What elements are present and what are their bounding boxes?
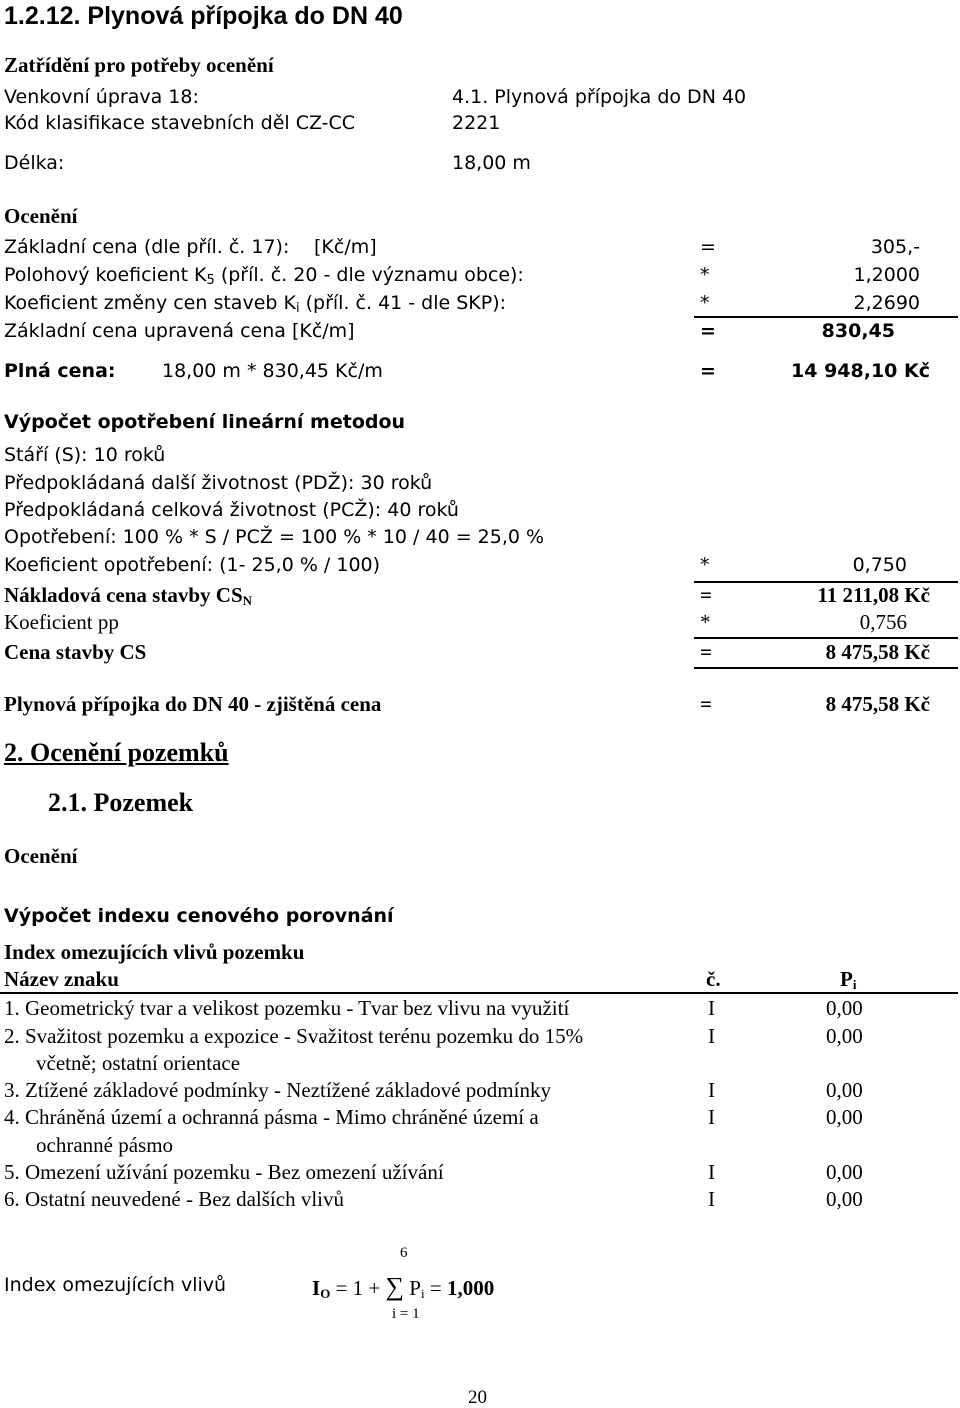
table-cell-p: 0,00: [826, 1024, 863, 1048]
depreciation-heading: Výpočet opotřebení lineární metodou: [4, 411, 406, 433]
land-subheading: 2.1. Pozemek: [48, 788, 194, 817]
table-header-divider: [0, 992, 958, 994]
table-row: 4. Chráněná území a ochranná pásma - Mimo chráněné území a: [4, 1105, 539, 1129]
page-number: 20: [468, 1387, 487, 1408]
divider: [694, 667, 958, 669]
table-cell-p: 0,00: [826, 1105, 863, 1129]
summary-value: 8 475,58 Kč: [825, 692, 930, 716]
col-header-name: Název znaku: [4, 967, 119, 991]
sigma-icon: ∑: [385, 1272, 405, 1301]
full-price-op: =: [700, 360, 716, 382]
cost-price-value: 11 211,08 Kč: [817, 583, 930, 607]
table-row: 6. Ostatní neuvedené - Bez dalších vlivů: [4, 1187, 344, 1211]
table-cell-no: I: [708, 1105, 715, 1129]
table-cell-no: I: [708, 996, 715, 1020]
adjusted-price-op: =: [700, 320, 716, 342]
classification-row2-value: 2221: [452, 112, 501, 134]
sum-upper-limit: 6: [400, 1245, 408, 1261]
col-header-no: č.: [706, 967, 721, 991]
adjusted-price-label: Základní cena upravená cena [Kč/m]: [4, 320, 355, 342]
position-coef-op: *: [700, 264, 710, 286]
table-row-continuation: včetně; ostatní orientace: [36, 1051, 241, 1075]
building-price-op: =: [700, 640, 712, 664]
cost-price-op: =: [700, 583, 712, 607]
index-table-title: Index omezujících vlivů pozemku: [4, 940, 305, 964]
land-heading: 2. Ocenění pozemků: [4, 738, 229, 767]
table-row-continuation: ochranné pásmo: [36, 1133, 174, 1157]
adjusted-price-value: 830,45: [821, 320, 895, 342]
full-price-value: 14 948,10 Kč: [791, 360, 930, 382]
depreciation-coef-op: *: [700, 554, 710, 576]
depreciation-line: Opotřebení: 100 % * S / PCŽ = 100 % * 10 / 40 = 25,0 %: [4, 526, 545, 548]
base-price-value: 305,-: [870, 236, 920, 258]
table-cell-p: 0,00: [826, 1160, 863, 1184]
table-cell-p: 0,00: [826, 1187, 863, 1211]
classification-row2-label: Kód klasifikace stavebních děl CZ-CC: [4, 112, 356, 134]
building-price-label: Cena stavby CS: [4, 640, 147, 664]
pp-coef-value: 0,756: [859, 610, 907, 634]
position-coef-value: 1,2000: [853, 264, 920, 286]
full-price-formula: 18,00 m * 830,45 Kč/m: [162, 360, 383, 382]
length-label: Délka:: [4, 152, 65, 174]
divider: [694, 316, 958, 318]
classification-row1-value: 4.1. Plynová přípojka do DN 40: [452, 86, 747, 108]
base-price-unit: [Kč/m]: [314, 236, 377, 258]
price-change-coef-value: 2,2690: [853, 292, 920, 314]
price-change-coef-op: *: [700, 292, 710, 314]
table-cell-p: 0,00: [826, 996, 863, 1020]
price-change-coef-label: Koeficient změny cen staveb $K_i$ (příl. č. 41 - dle SKP):: [4, 292, 507, 316]
page-title: 1.2.12. Plynová přípojka do DN 40: [4, 2, 403, 30]
table-cell-p: 0,00: [826, 1078, 863, 1102]
formula-label: Index omezujících vlivů: [4, 1274, 227, 1296]
table-cell-no: I: [708, 1187, 715, 1211]
formula-expression: $I_O = 1$ + ∑ $P_i = 1,000$: [312, 1272, 495, 1301]
index-heading: Výpočet indexu cenového porovnání: [4, 905, 394, 927]
depreciation-line: Stáří (S): 10 roků: [4, 444, 166, 466]
cost-price-label: Nákladová cena stavby $CS_N$: [4, 583, 253, 608]
position-coef-label: Polohový koeficient $K_5$ (příl. č. 20 - dle významu obce):: [4, 264, 524, 288]
depreciation-coef-label: Koeficient opotřebení: (1- 25,0 % / 100): [4, 554, 381, 576]
table-cell-no: I: [708, 1078, 715, 1102]
summary-op: =: [700, 692, 712, 716]
table-row: 5. Omezení užívání pozemku - Bez omezení užívání: [4, 1160, 444, 1184]
table-cell-no: I: [708, 1024, 715, 1048]
table-row: 2. Svažitost pozemku a expozice - Svažitost terénu pozemku do 15%: [4, 1024, 584, 1048]
table-cell-no: I: [708, 1160, 715, 1184]
depreciation-line: Předpokládaná další životnost (PDŽ): 30 roků: [4, 472, 433, 494]
table-row: 1. Geometrický tvar a velikost pozemku - Tvar bez vlivu na využití: [4, 996, 570, 1020]
classification-row1-label: Venkovní úprava 18:: [4, 86, 199, 108]
pp-coef-label: Koeficient pp: [4, 610, 119, 634]
summary-label: Plynová přípojka do DN 40 - zjištěná cena: [4, 692, 382, 716]
depreciation-line: Předpokládaná celková životnost (PCŽ): 40 roků: [4, 499, 459, 521]
table-row: 3. Ztížené základové podmínky - Neztížené základové podmínky: [4, 1078, 551, 1102]
divider: [694, 637, 958, 639]
length-value: 18,00 m: [452, 152, 531, 174]
sum-lower-limit: i = 1: [392, 1306, 420, 1322]
base-price-op: =: [700, 236, 716, 258]
valuation-heading: Ocenění: [4, 204, 78, 228]
col-header-p: $P_i$: [840, 967, 857, 992]
depreciation-coef-value: 0,750: [852, 554, 907, 576]
land-valuation-heading: Ocenění: [4, 844, 78, 868]
classification-heading: Zatřídění pro potřeby ocenění: [4, 53, 274, 77]
full-price-label: Plná cena:: [4, 360, 116, 382]
base-price-label: Základní cena (dle příl. č. 17):: [4, 236, 290, 258]
building-price-value: 8 475,58 Kč: [825, 640, 930, 664]
pp-coef-op: *: [700, 610, 711, 634]
